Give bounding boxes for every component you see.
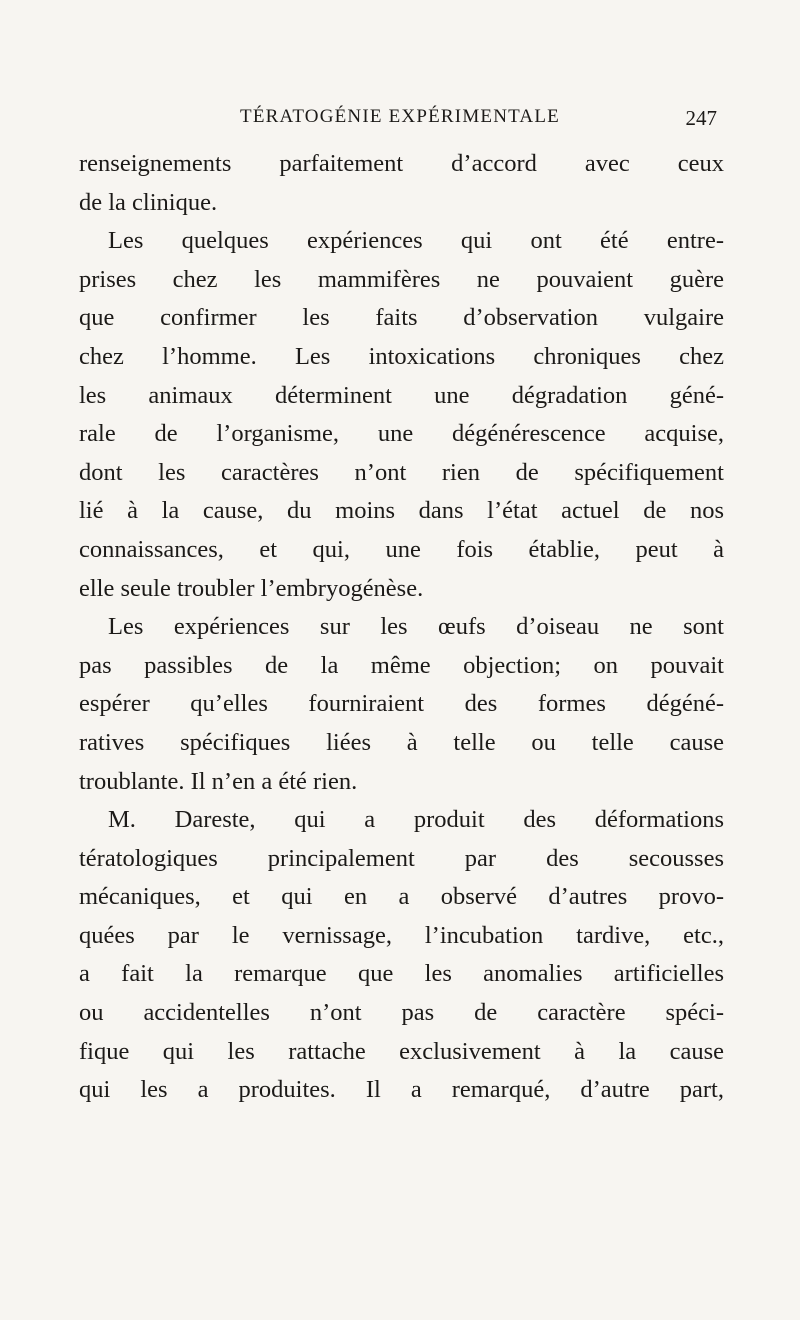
body-text <box>79 145 724 1110</box>
text-line: tératologiques principalement par des secousses <box>79 844 724 872</box>
text-line: Les expériences sur les œufs d’oiseau ne sont <box>108 613 724 641</box>
text-line: de la clinique. <box>79 188 218 216</box>
running-title: TÉRATOGÉNIE EXPÉRIMENTALE <box>240 106 560 127</box>
text-line: connaissances, et qui, une fois établie, peut à <box>79 535 724 563</box>
text-line: qui les a produites. Il a remarqué, d’autre part, <box>79 1076 724 1104</box>
text-line: troublante. Il n’en a été rien. <box>79 767 358 795</box>
text-line: que confirmer les faits d’observation vulgaire <box>79 304 724 332</box>
running-header <box>0 106 800 136</box>
text-line: quées par le vernissage, l’incubation tardive, etc., <box>79 921 724 949</box>
text-line: pas passibles de la même objection; on pouvait <box>79 651 724 679</box>
page-number: 247 <box>685 106 717 130</box>
text-line: a fait la remarque que les anomalies artificielles <box>79 960 724 988</box>
text-line: fique qui les rattache exclusivement à la cause <box>79 1037 724 1065</box>
text-line: les animaux déterminent une dégradation géné- <box>79 381 724 409</box>
text-line: ou accidentelles n’ont pas de caractère spéci- <box>79 999 724 1027</box>
text-line: rale de l’organisme, une dégénérescence acquise, <box>79 420 724 448</box>
text-line: lié à la cause, du moins dans l’état actuel de nos <box>79 497 724 525</box>
text-line: mécaniques, et qui en a observé d’autres provo- <box>79 883 724 911</box>
text-line: renseignements parfaitement d’accord avec ceux <box>79 150 724 177</box>
text-line: dont les caractères n’ont rien de spécifiquement <box>79 458 724 486</box>
text-line: elle seule troubler l’embryogénèse. <box>79 574 424 602</box>
text-line: prises chez les mammifères ne pouvaient guère <box>79 265 724 293</box>
text-line: M. Dareste, qui a produit des déformations <box>108 806 724 834</box>
text-line: chez l’homme. Les intoxications chroniques chez <box>79 342 724 370</box>
text-line: Les quelques expériences qui ont été entre- <box>108 227 724 255</box>
text-line: espérer qu’elles fourniraient des formes dégéné- <box>79 690 724 718</box>
text-line: ratives spécifiques liées à telle ou telle cause <box>79 728 724 756</box>
